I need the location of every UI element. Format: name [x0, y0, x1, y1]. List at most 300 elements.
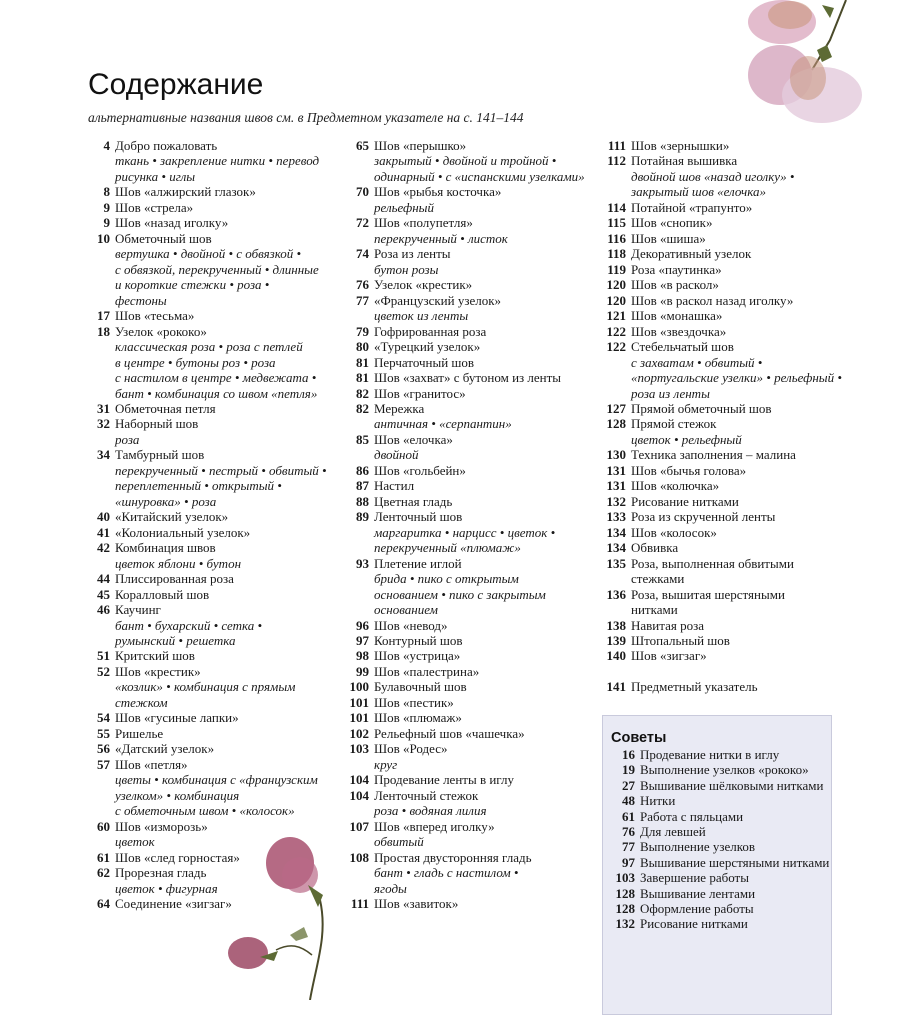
entry-body[interactable] [110, 215, 330, 230]
entry-body[interactable] [369, 386, 598, 401]
entry-body[interactable] [110, 324, 330, 401]
entry-variants-line[interactable]: с настилом в центре • медвежата • [115, 370, 317, 386]
entry-title[interactable]: Шов «алжирский глазок» [115, 184, 256, 200]
entry-title[interactable]: Роза, вышитая шерстяными нитками [631, 586, 785, 618]
toc-entry[interactable] [343, 788, 598, 819]
entry-title[interactable]: Рисование нитками [631, 493, 739, 509]
entry-variants-line[interactable]: румынский • решетка [115, 633, 236, 648]
toc-entry[interactable] [600, 262, 840, 277]
entry-body[interactable] [626, 556, 811, 587]
entry-body[interactable] [369, 710, 598, 725]
toc-entry[interactable] [85, 416, 330, 447]
entry-title[interactable]: Ришелье [115, 725, 164, 741]
entry-body[interactable] [626, 138, 811, 153]
entry-body[interactable] [369, 556, 598, 618]
entry-body[interactable] [369, 432, 598, 463]
toc-entry[interactable] [343, 432, 598, 463]
toc-entry[interactable] [343, 618, 598, 633]
entry-variants-line[interactable]: цветок из ленты [374, 308, 469, 324]
entry-title[interactable]: Тамбурный шов [115, 447, 205, 463]
entry-title[interactable]: Роза, выполненная обвитыми стежками [631, 555, 794, 587]
entry-variants-line[interactable]: с обвязкой, перекрученный • длинные [115, 261, 319, 277]
toc-entry[interactable] [85, 602, 330, 648]
entry-variants-line[interactable]: «шнуровка» • роза [115, 493, 217, 509]
entry-body[interactable] [369, 788, 598, 819]
toc-entry[interactable] [343, 648, 598, 663]
toc-entry[interactable] [85, 215, 330, 230]
entry-variants-line[interactable]: фестоны [115, 292, 167, 308]
entry-variants-line[interactable]: брида • пико с открытым [374, 571, 519, 587]
entry-variants-line[interactable]: цветок • фигурная [115, 880, 218, 896]
toc-entry[interactable] [600, 679, 840, 694]
entry-title[interactable]: Декоративный узелок [631, 246, 752, 262]
entry-body[interactable] [110, 138, 330, 184]
entry-title[interactable]: Шов «зернышки» [631, 138, 730, 153]
entry-title[interactable]: Предметный указатель [631, 679, 758, 695]
entry-title[interactable]: Шов «захват» с бутоном из ленты [374, 370, 562, 386]
entry-title[interactable]: Перчаточный шов [374, 354, 475, 370]
toc-entry[interactable] [85, 200, 330, 215]
entry-title[interactable]: Критский шов [115, 648, 195, 664]
entry-body[interactable] [369, 215, 598, 246]
toc-entry[interactable] [343, 494, 598, 509]
entry-body[interactable] [369, 370, 598, 385]
tip-entry[interactable] [611, 824, 831, 839]
toc-entry[interactable] [600, 494, 840, 509]
toc-entry[interactable] [343, 215, 598, 246]
entry-variants-line[interactable]: цветы • комбинация с «французским [115, 772, 318, 788]
toc-entry[interactable] [85, 726, 330, 741]
toc-entry[interactable] [343, 772, 598, 787]
entry-title[interactable]: Шов «в раскол» [631, 277, 719, 293]
entry-title[interactable]: Шов «рыбья косточка» [374, 184, 502, 200]
entry-title[interactable]: Шов «крестик» [115, 663, 201, 679]
entry-body[interactable] [626, 618, 811, 633]
toc-entry[interactable] [85, 540, 330, 571]
entry-body[interactable] [110, 710, 330, 725]
toc-entry[interactable] [600, 540, 840, 555]
tip-entry[interactable] [611, 762, 831, 777]
entry-title[interactable]: Рельефный шов «чашечка» [374, 725, 525, 741]
entry-variants-line[interactable]: «португальские узелки» • рельефный • [631, 370, 842, 386]
entry-title[interactable]: Прорезная гладь [115, 865, 207, 881]
entry-body[interactable] [626, 262, 811, 277]
toc-entry[interactable] [85, 710, 330, 725]
entry-variants-line[interactable]: перекрученный • пестрый • обвитый • [115, 462, 327, 478]
entry-title[interactable]: Булавочный шов [374, 679, 467, 695]
entry-variants-line[interactable]: роза • водяная лилия [374, 803, 487, 819]
entry-title[interactable]: Шов «палестрина» [374, 663, 480, 679]
toc-entry[interactable] [343, 138, 598, 184]
toc-entry[interactable] [343, 633, 598, 648]
entry-variants-line[interactable]: переплетенный • открытый • [115, 478, 282, 494]
entry-title[interactable]: Шов «пестик» [374, 694, 454, 710]
entry-variants-line[interactable]: цветок яблони • бутон [115, 555, 242, 571]
entry-body[interactable] [626, 633, 811, 648]
toc-entry[interactable] [85, 231, 330, 308]
entry-variants-line[interactable]: вертушка • двойной • с обвязкой • [115, 246, 302, 262]
entry-body[interactable] [110, 200, 330, 215]
toc-entry[interactable] [85, 138, 330, 184]
entry-title[interactable]: Шов «бычья голова» [631, 462, 747, 478]
entry-title[interactable]: Шов «снопик» [631, 215, 713, 231]
entry-title[interactable]: Узелок «рококо» [115, 323, 207, 339]
tip-entry[interactable] [611, 747, 831, 762]
entry-title[interactable]: Плетение иглой [374, 555, 462, 571]
entry-body[interactable] [369, 695, 598, 710]
toc-entry[interactable] [85, 741, 330, 756]
toc-entry[interactable] [600, 618, 840, 633]
toc-entry[interactable] [600, 401, 840, 416]
entry-title[interactable]: Шов «изморозь» [115, 818, 208, 834]
entry-body[interactable] [110, 664, 330, 710]
entry-body[interactable] [369, 355, 598, 370]
tip-entry[interactable] [611, 855, 831, 870]
entry-title[interactable]: Шов «Родес» [374, 741, 448, 757]
entry-body[interactable] [369, 819, 598, 850]
entry-body[interactable] [110, 184, 330, 199]
entry-body[interactable] [369, 277, 598, 292]
toc-entry[interactable] [343, 370, 598, 385]
entry-body[interactable] [369, 741, 598, 772]
toc-entry[interactable] [343, 386, 598, 401]
toc-entry[interactable] [600, 246, 840, 261]
entry-variants-line[interactable]: бант • комбинация со швом «петля» [115, 385, 318, 401]
entry-title[interactable]: Контурный шов [374, 633, 463, 648]
entry-title[interactable]: Шов «зигзаг» [631, 648, 707, 664]
entry-body[interactable] [369, 246, 598, 277]
entry-variants-line[interactable]: рисунка • иглы [115, 168, 196, 184]
entry-body[interactable] [369, 618, 598, 633]
entry-title[interactable]: Прямой стежок [631, 416, 717, 432]
toc-entry[interactable] [600, 463, 840, 478]
entry-body[interactable] [110, 648, 330, 663]
entry-variants-line[interactable]: перекрученный «плюмаж» [374, 540, 521, 556]
entry-body[interactable] [110, 509, 330, 524]
toc-entry[interactable] [85, 571, 330, 586]
entry-body[interactable] [626, 540, 811, 555]
entry-body[interactable] [369, 324, 598, 339]
entry-title[interactable]: Стебельчатый шов [631, 339, 734, 355]
toc-entry[interactable] [600, 308, 840, 323]
tip-entry[interactable] [611, 886, 831, 901]
entry-body[interactable] [110, 308, 330, 323]
entry-title[interactable]: Простая двусторонняя гладь [374, 849, 532, 865]
entry-body[interactable] [626, 231, 811, 246]
entry-title[interactable]: Обвивка [631, 540, 679, 556]
entry-variants-line[interactable]: двойной [374, 447, 419, 463]
entry-title[interactable]: Шов «полупетля» [374, 215, 473, 231]
entry-title[interactable]: Шов «елочка» [374, 431, 453, 447]
entry-body[interactable] [110, 525, 330, 540]
entry-title[interactable]: Добро пожаловать [115, 138, 218, 153]
entry-body[interactable] [110, 571, 330, 586]
entry-title[interactable]: Шов «завиток» [374, 895, 459, 911]
entry-body[interactable] [369, 138, 598, 184]
entry-title[interactable]: Шов «шиша» [631, 230, 706, 246]
entry-body[interactable] [626, 293, 811, 308]
entry-title[interactable]: Шов «гусиные лапки» [115, 710, 239, 726]
toc-entry[interactable] [85, 447, 330, 509]
entry-title[interactable]: Шов «плюмаж» [374, 710, 462, 726]
entry-body[interactable] [626, 463, 811, 478]
entry-title[interactable]: Цветная гладь [374, 493, 453, 509]
entry-title[interactable]: Шов «в раскол назад иголку» [631, 292, 794, 308]
toc-entry[interactable] [343, 355, 598, 370]
entry-title[interactable]: Штопальный шов [631, 633, 730, 648]
entry-body[interactable] [626, 416, 811, 447]
toc-entry[interactable] [85, 509, 330, 524]
toc-entry[interactable] [343, 726, 598, 741]
toc-entry[interactable] [85, 664, 330, 710]
entry-variants-line[interactable]: с обметочным швом • «колосок» [115, 803, 295, 819]
entry-body[interactable] [626, 478, 811, 493]
entry-body[interactable] [369, 648, 598, 663]
entry-title[interactable]: Шов «невод» [374, 617, 448, 633]
entry-body[interactable] [626, 525, 811, 540]
entry-title[interactable]: Узелок «крестик» [374, 277, 473, 293]
entry-title[interactable]: Соединение «зигзаг» [115, 895, 232, 911]
entry-body[interactable] [369, 633, 598, 648]
toc-entry[interactable] [85, 757, 330, 819]
entry-variants-line[interactable]: цветок • рельефный [631, 431, 742, 447]
entry-title[interactable]: Шов «гольбейн» [374, 462, 466, 478]
entry-variants-line[interactable]: маргаритка • нарцисс • цветок • [374, 524, 556, 540]
entry-title[interactable]: Роза из ленты [374, 246, 451, 262]
entry-body[interactable] [110, 741, 330, 756]
entry-body[interactable] [626, 308, 811, 323]
entry-title[interactable]: Коралловый шов [115, 586, 210, 602]
entry-body[interactable] [369, 850, 598, 896]
entry-title[interactable]: «Китайский узелок» [115, 509, 229, 525]
entry-title[interactable]: Шов «тесьма» [115, 308, 195, 324]
entry-title[interactable]: Обметочная петля [115, 400, 216, 416]
entry-variants-line[interactable]: в центре • бутоны роз • роза [115, 354, 276, 370]
entry-title[interactable]: «Турецкий узелок» [374, 339, 481, 355]
entry-body[interactable] [626, 401, 811, 416]
entry-title[interactable]: Настил [374, 478, 415, 494]
entry-variants-line[interactable]: перекрученный • листок [374, 230, 508, 246]
entry-title[interactable]: Потайной «трапунто» [631, 199, 753, 215]
toc-entry[interactable] [343, 741, 598, 772]
toc-entry[interactable] [343, 277, 598, 292]
toc-entry[interactable] [600, 277, 840, 292]
entry-title[interactable]: Продевание ленты в иглу [374, 772, 514, 788]
toc-entry[interactable] [85, 587, 330, 602]
toc-entry[interactable] [600, 215, 840, 230]
entry-title[interactable]: Роза из скрученной ленты [631, 509, 776, 525]
entry-title[interactable]: Шов «вперед иголку» [374, 818, 495, 834]
entry-title[interactable]: Шов «монашка» [631, 308, 723, 324]
entry-title[interactable]: Каучинг [115, 602, 161, 618]
entry-body[interactable] [626, 246, 811, 261]
toc-entry[interactable] [343, 401, 598, 432]
entry-title[interactable]: Навитая роза [631, 617, 704, 633]
entry-body[interactable] [369, 463, 598, 478]
toc-entry[interactable] [343, 850, 598, 896]
tip-entry[interactable] [611, 839, 831, 854]
toc-entry[interactable] [85, 308, 330, 323]
toc-entry[interactable] [343, 463, 598, 478]
entry-variants-line[interactable]: основанием [374, 602, 438, 618]
toc-entry[interactable] [600, 200, 840, 215]
entry-variants-line[interactable]: узелком» • комбинация [115, 787, 240, 803]
entry-body[interactable] [110, 757, 330, 819]
entry-body[interactable] [626, 679, 811, 694]
entry-body[interactable] [110, 587, 330, 602]
entry-title[interactable]: Шов «колосок» [631, 524, 717, 540]
toc-entry[interactable] [343, 246, 598, 277]
toc-entry[interactable] [85, 401, 330, 416]
toc-entry[interactable] [600, 416, 840, 447]
entry-variants-line[interactable]: с захватам • обвитый • [631, 354, 763, 370]
entry-body[interactable] [369, 509, 598, 555]
entry-title[interactable]: Техника заполнения – малина [631, 447, 796, 463]
toc-entry[interactable] [600, 138, 840, 153]
toc-entry[interactable] [85, 184, 330, 199]
entry-body[interactable] [626, 153, 811, 199]
entry-variants-line[interactable]: ягоды [374, 880, 407, 896]
entry-variants-line[interactable]: обвитый [374, 834, 424, 850]
toc-entry[interactable] [600, 478, 840, 493]
entry-title[interactable]: Шов «устрица» [374, 648, 461, 664]
entry-body[interactable] [369, 726, 598, 741]
entry-title[interactable]: Мережка [374, 400, 425, 416]
entry-body[interactable] [369, 664, 598, 679]
entry-body[interactable] [110, 540, 330, 571]
toc-entry[interactable] [343, 324, 598, 339]
entry-body[interactable] [626, 447, 811, 462]
entry-body[interactable] [110, 401, 330, 416]
entry-title[interactable]: Шов «стрела» [115, 199, 194, 215]
entry-title[interactable]: Шов «перышко» [374, 138, 467, 153]
toc-entry[interactable] [343, 478, 598, 493]
toc-entry[interactable] [600, 447, 840, 462]
toc-entry[interactable] [600, 633, 840, 648]
entry-body[interactable] [110, 602, 330, 648]
entry-body[interactable] [110, 416, 330, 447]
entry-title[interactable]: «Французский узелок» [374, 292, 502, 308]
toc-entry[interactable] [600, 293, 840, 308]
entry-title[interactable]: Шов «назад иголку» [115, 215, 229, 231]
entry-variants-line[interactable]: роза из ленты [631, 385, 710, 401]
entry-body[interactable] [369, 494, 598, 509]
entry-body[interactable] [626, 509, 811, 524]
toc-entry[interactable] [343, 184, 598, 215]
toc-entry[interactable] [343, 695, 598, 710]
toc-entry[interactable] [600, 525, 840, 540]
entry-variants-line[interactable]: двойной шов «назад иголку» • [631, 168, 795, 184]
tip-entry[interactable] [611, 793, 831, 808]
toc-entry[interactable] [343, 339, 598, 354]
entry-body[interactable] [626, 587, 811, 618]
entry-title[interactable]: Потайная вышивка [631, 153, 738, 169]
entry-title[interactable]: «Колониальный узелок» [115, 524, 251, 540]
toc-entry[interactable] [600, 324, 840, 339]
entry-body[interactable] [110, 726, 330, 741]
toc-entry[interactable] [600, 509, 840, 524]
entry-title[interactable]: Гофрированная роза [374, 323, 487, 339]
entry-variants-line[interactable]: стежком [115, 694, 168, 710]
entry-variants-line[interactable]: и короткие стежки • роза • [115, 277, 270, 293]
entry-title[interactable]: Шов «звездочка» [631, 323, 727, 339]
entry-title[interactable]: Обметочный шов [115, 230, 212, 246]
entry-body[interactable] [626, 339, 842, 401]
toc-entry[interactable] [343, 819, 598, 850]
entry-title[interactable]: «Датский узелок» [115, 741, 215, 757]
tip-entry[interactable] [611, 916, 831, 931]
entry-body[interactable] [626, 324, 811, 339]
entry-body[interactable] [110, 447, 330, 509]
entry-variants-line[interactable]: классическая роза • роза с петлей [115, 339, 303, 355]
entry-title[interactable]: Шов «петля» [115, 756, 188, 772]
entry-title[interactable]: Шов «след горностая» [115, 849, 240, 865]
entry-title[interactable]: Комбинация швов [115, 540, 216, 556]
entry-body[interactable] [626, 215, 811, 230]
toc-entry[interactable] [600, 587, 840, 618]
entry-body[interactable] [369, 401, 598, 432]
toc-entry[interactable] [600, 339, 840, 401]
toc-entry[interactable] [343, 509, 598, 555]
toc-entry[interactable] [85, 525, 330, 540]
tip-entry[interactable] [611, 809, 831, 824]
entry-title[interactable]: Наборный шов [115, 416, 199, 432]
entry-title[interactable]: Плиссированная роза [115, 571, 234, 587]
toc-entry[interactable] [343, 710, 598, 725]
entry-body[interactable] [369, 339, 598, 354]
entry-title[interactable]: Прямой обметочный шов [631, 400, 772, 416]
entry-title[interactable]: Ленточный стежок [374, 787, 479, 803]
entry-variants-line[interactable]: «козлик» • комбинация с прямым [115, 679, 296, 695]
entry-body[interactable] [369, 293, 598, 324]
toc-entry[interactable] [600, 648, 840, 663]
tip-entry[interactable] [611, 901, 831, 916]
tip-entry[interactable] [611, 870, 831, 885]
entry-variants-line[interactable]: роза [115, 431, 140, 447]
toc-entry[interactable] [85, 648, 330, 663]
entry-body[interactable] [626, 277, 811, 292]
tip-entry[interactable] [611, 778, 831, 793]
entry-variants-line[interactable]: закрытый • двойной и тройной • [374, 153, 557, 169]
toc-entry[interactable] [343, 293, 598, 324]
entry-variants-line[interactable]: круг [374, 756, 398, 772]
entry-body[interactable] [369, 679, 598, 694]
entry-variants-line[interactable]: античная • «серпантин» [374, 416, 512, 432]
entry-variants-line[interactable]: основанием • пико с закрытым [374, 586, 546, 602]
toc-entry[interactable] [600, 556, 840, 587]
entry-variants-line[interactable]: закрытый шов «елочка» [631, 184, 767, 200]
entry-body[interactable] [369, 184, 598, 215]
entry-variants-line[interactable]: бутон розы [374, 261, 439, 277]
toc-entry[interactable] [600, 153, 840, 199]
toc-entry[interactable] [343, 896, 598, 911]
entry-title[interactable]: Шов «гранитос» [374, 385, 466, 401]
toc-entry[interactable] [600, 231, 840, 246]
entry-variants-line[interactable]: ткань • закрепление нитки • перевод [115, 153, 320, 169]
entry-body[interactable] [369, 478, 598, 493]
entry-body[interactable] [626, 200, 811, 215]
entry-variants-line[interactable]: цветок [115, 834, 155, 850]
toc-entry[interactable] [343, 556, 598, 618]
entry-variants-line[interactable]: одинарный • с «испанскими узелками» [374, 168, 585, 184]
entry-variants-line[interactable]: рельефный [374, 199, 434, 215]
entry-variants-line[interactable]: бант • бухарский • сетка • [115, 617, 263, 633]
entry-body[interactable] [369, 772, 598, 787]
entry-body[interactable] [626, 494, 811, 509]
entry-title[interactable]: Роза «паутинка» [631, 261, 722, 277]
entry-title[interactable]: Ленточный шов [374, 509, 463, 525]
entry-body[interactable] [110, 231, 330, 308]
